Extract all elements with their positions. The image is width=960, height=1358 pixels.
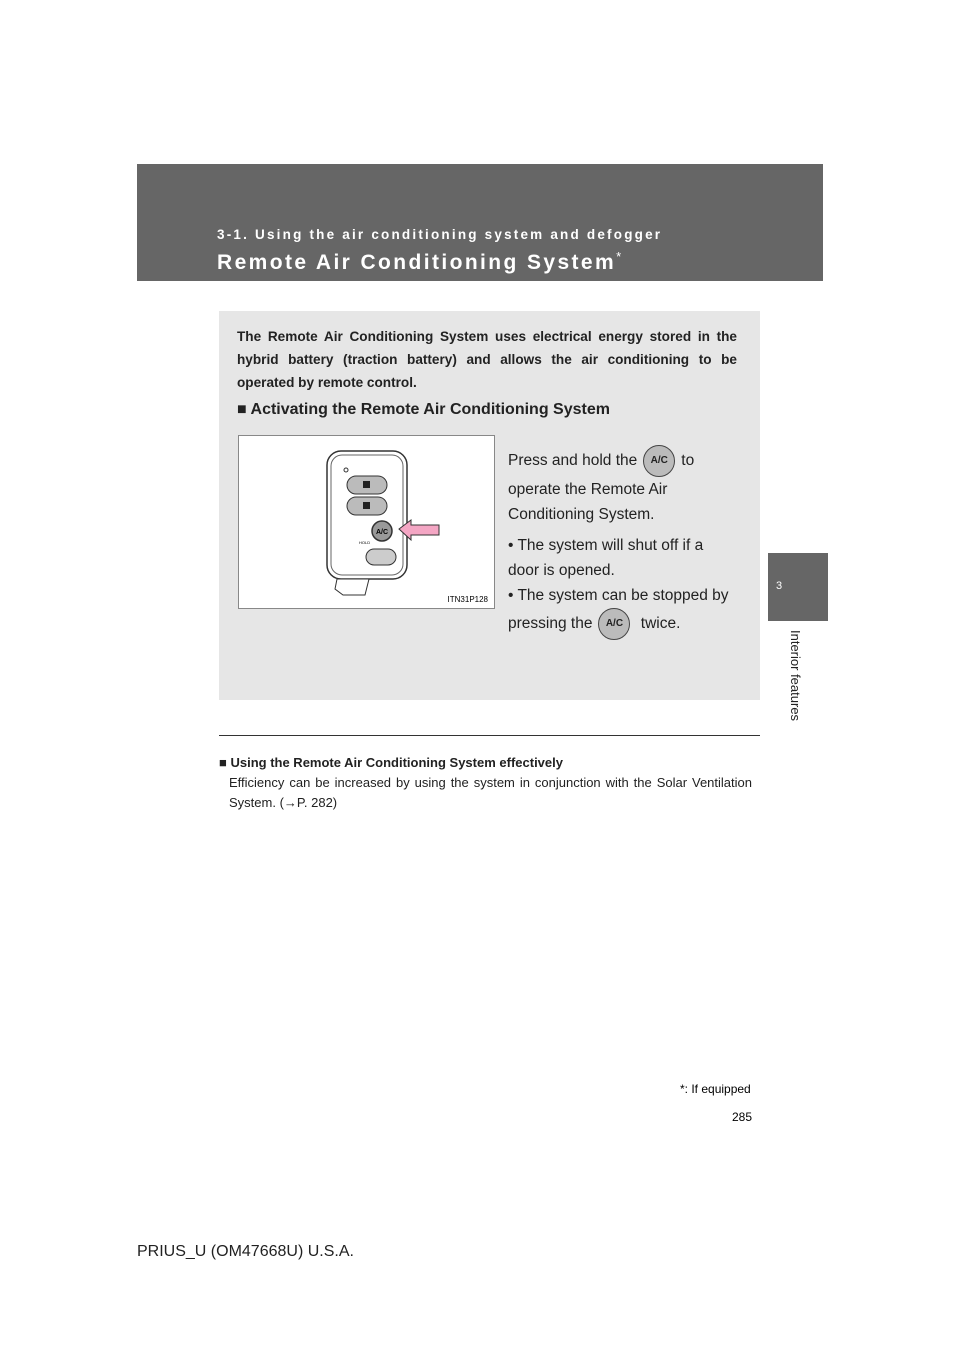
ac-button-icon: A/C [643, 445, 675, 477]
figure-caption: ITN31P128 [447, 595, 488, 604]
chapter-number: 3 [776, 580, 783, 592]
page-title [217, 249, 624, 275]
section-title: 3-1. Using the air conditioning system and defogger [217, 227, 663, 242]
asterisk: * [616, 249, 624, 264]
instruction-text [508, 445, 737, 640]
header-band [137, 164, 823, 281]
bullet [508, 583, 737, 640]
chapter-label: Interior features [788, 630, 803, 722]
note-body: Efficiency can be increased by using the system in conjunction with the Solar Ventilation System. (→P. 282) [229, 775, 752, 810]
chapter-tab [768, 553, 828, 621]
instruction-part-a: Press and hold the [508, 452, 638, 470]
instruction-part-b: to operate the Remote Air Conditioning System. [508, 452, 695, 523]
bullet: • The system will shut off if a door is opened. [508, 537, 704, 579]
page-number: 285 [732, 1110, 753, 1124]
bullet-text: • The system can be stopped by pressing the [508, 587, 729, 633]
bullet-end: twice. [640, 615, 681, 633]
ac-button-icon: A/C [598, 608, 630, 640]
info-box [219, 311, 760, 700]
svg-text:HOLD: HOLD [359, 540, 371, 545]
divider [219, 735, 760, 736]
key-fob-icon [239, 436, 494, 608]
note [219, 753, 752, 813]
svg-text:A/C: A/C [375, 529, 389, 536]
footnote: *: If equipped [680, 1082, 751, 1096]
note-heading: ■ Using the Remote Air Conditioning System effectively [219, 755, 563, 770]
subheading: ■ Activating the Remote Air Conditioning System [237, 401, 610, 418]
title-text: Remote Air Conditioning System [217, 251, 617, 274]
key-fob-figure [238, 435, 495, 609]
intro-text: The Remote Air Conditioning System uses electrical energy stored in the hybrid battery (traction battery) and allows the air conditioning to be operated by remote control. [237, 329, 737, 390]
footer-model: PRIUS_U (OM47668U) U.S.A. [137, 1243, 354, 1260]
